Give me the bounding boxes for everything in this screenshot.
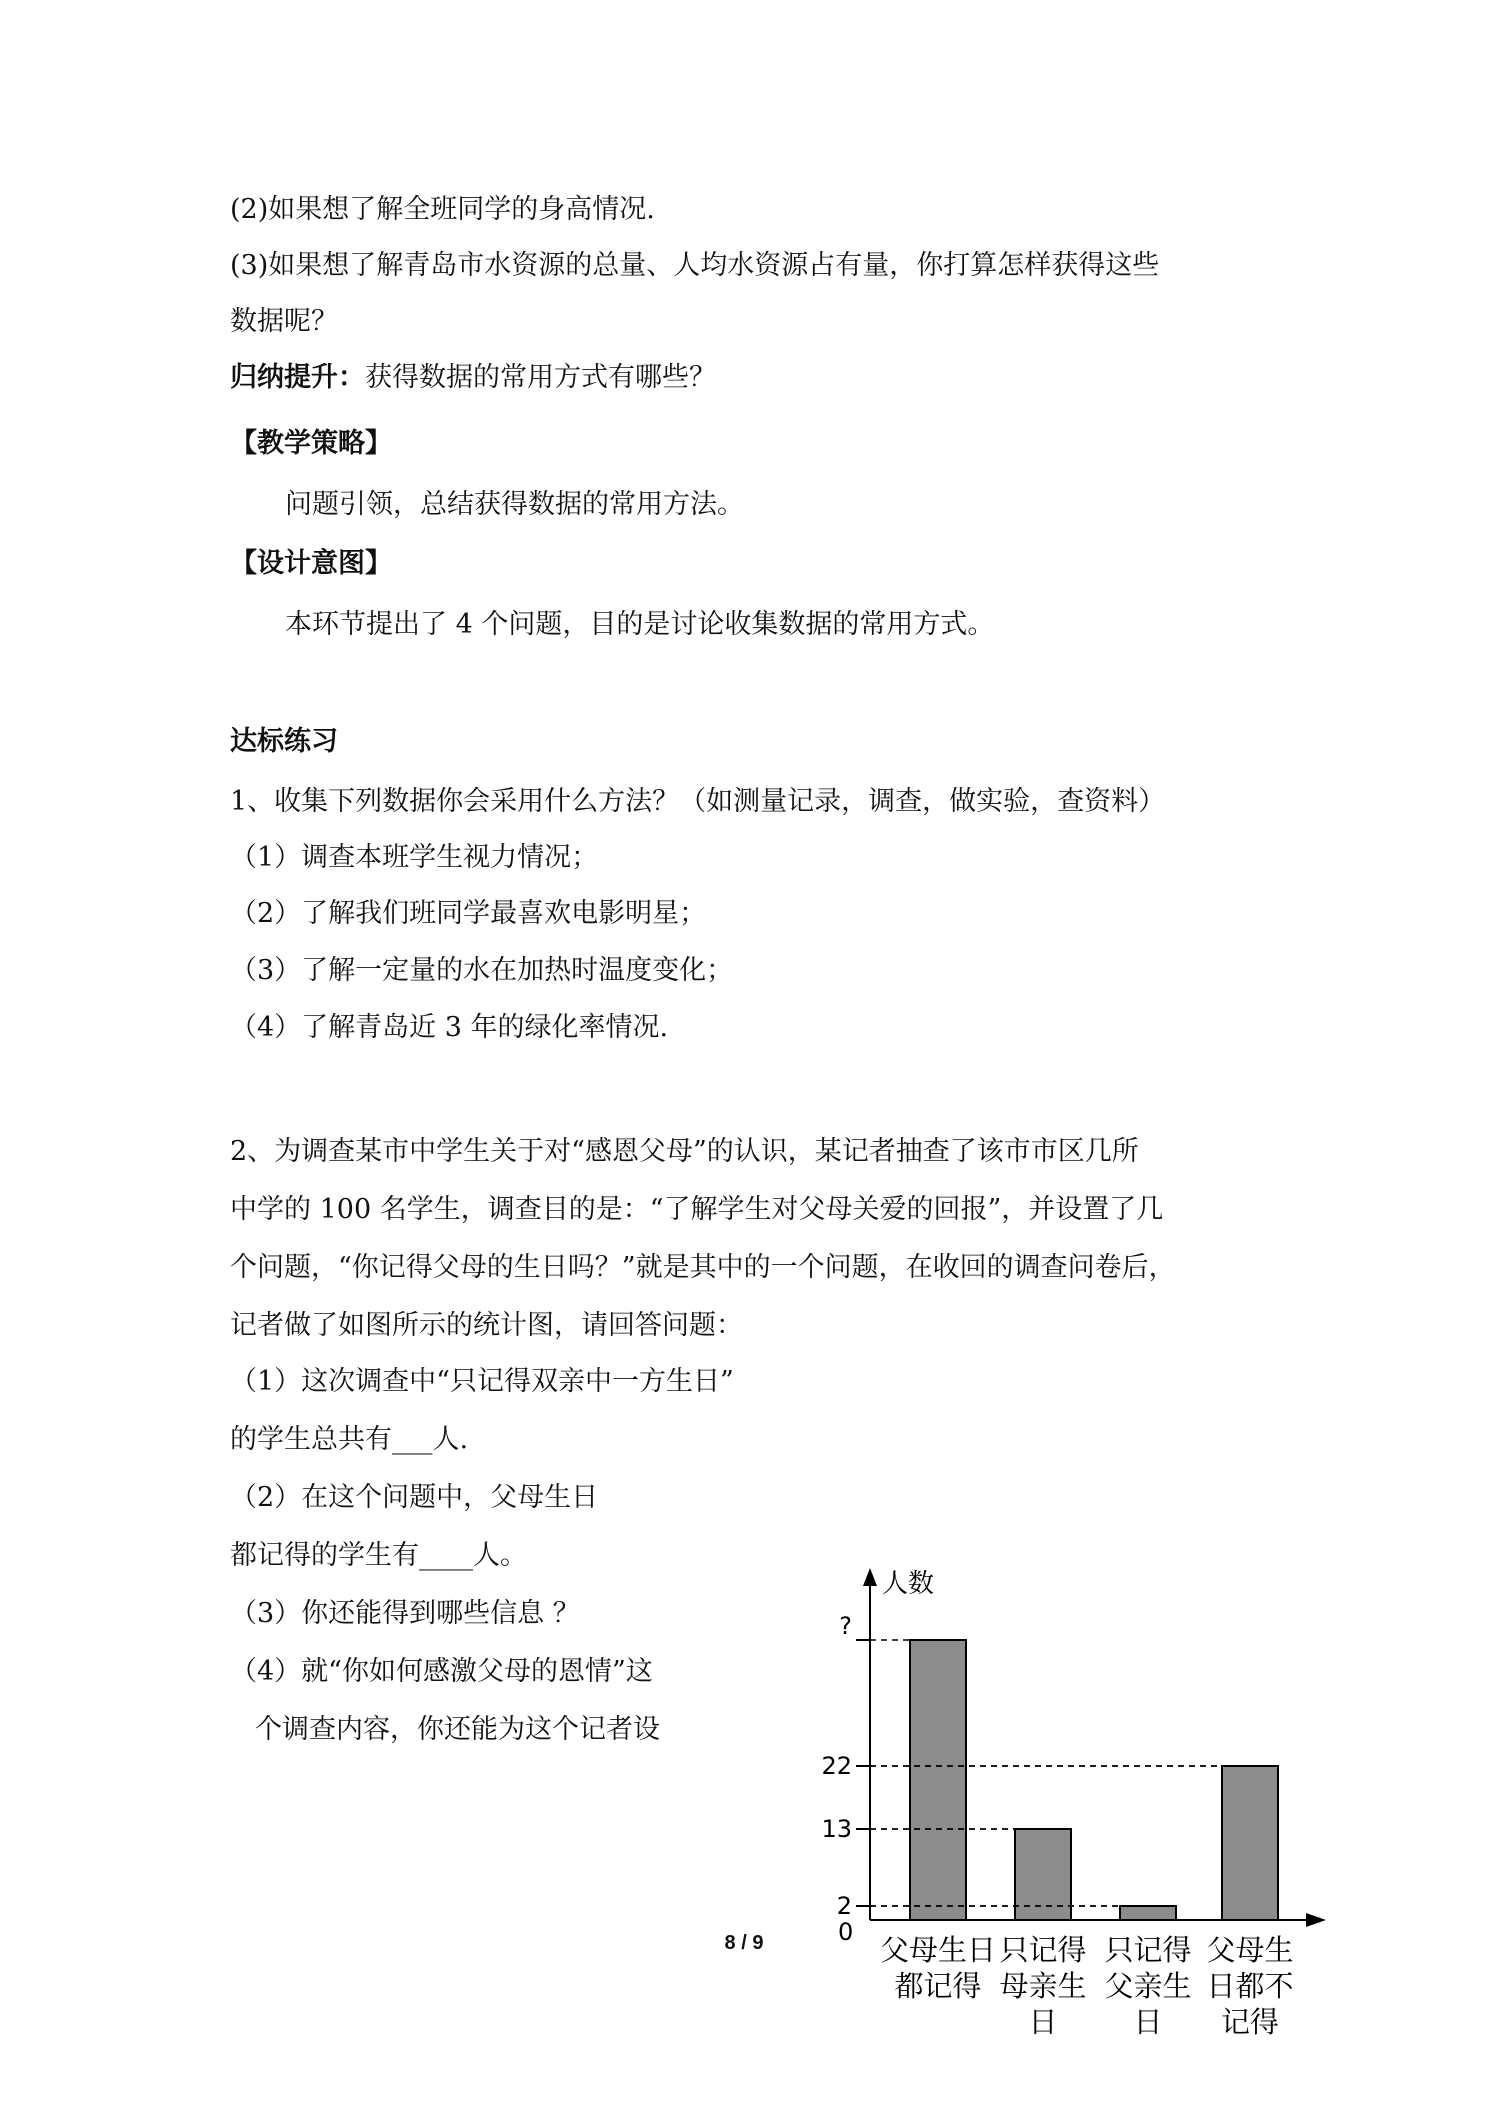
text-line: (2)如果想了解全班同学的身高情况. — [230, 194, 655, 225]
text-line: （2）在这个问题中，父母生日 — [230, 1482, 599, 1513]
text-line: 数据呢？ — [230, 306, 338, 337]
bar-chart — [810, 1560, 1350, 2080]
x-axis-arrow — [1306, 1913, 1326, 1927]
text-line: （2）了解我们班同学最喜欢电影明星； — [230, 898, 707, 929]
summary-text: 获得数据的常用方式有哪些？ — [365, 362, 716, 393]
category-label: 母亲生 — [999, 1969, 1087, 2003]
text-line: （4）了解青岛近 3 年的绿化率情况. — [230, 1012, 669, 1043]
text-line: 问题引领，总结获得数据的常用方法。 — [285, 489, 744, 520]
origin-label: 0 — [838, 1918, 854, 1946]
bar — [1222, 1766, 1278, 1920]
y-tick-label: 13 — [821, 1815, 852, 1843]
text-line: 的学生总共有___人. — [230, 1424, 469, 1455]
text-line: (3)如果想了解青岛市水资源的总量、人均水资源占有量，你打算怎样获得这些 — [230, 250, 1160, 281]
category-label: 父母生 — [1206, 1933, 1294, 1967]
text-line: 个调查内容，你还能为这个记者设 — [255, 1714, 660, 1745]
text-line: （3）了解一定量的水在加热时温度变化； — [230, 955, 734, 986]
category-label: 日 — [1133, 2005, 1163, 2039]
text-line: （3）你还能得到哪些信息 ？ — [230, 1598, 580, 1629]
summary-line — [230, 358, 716, 398]
text-line: 1、收集下列数据你会采用什么方法？（如测量记录，调查，做实验，查资料） — [230, 786, 1166, 817]
bar — [910, 1640, 966, 1920]
section-heading: 【教学策略】 — [230, 428, 392, 459]
bar — [1120, 1906, 1176, 1920]
y-axis-label: 人数 — [882, 1569, 935, 1599]
category-label: 只记得 — [999, 1933, 1087, 1967]
category-label: 记得 — [1220, 2005, 1280, 2039]
section-heading: 【设计意图】 — [230, 548, 392, 579]
text-line: （1）这次调查中“只记得双亲中一方生日” — [230, 1366, 734, 1397]
text-line: （1）调查本班学生视力情况； — [230, 842, 599, 873]
category-label: 日都不 — [1206, 1969, 1294, 2003]
category-label: 父亲生 — [1104, 1969, 1192, 2003]
text-line: 2、为调查某市中学生关于对“感恩父母”的认识，某记者抽查了该市市区几所 — [230, 1136, 1139, 1167]
category-label: 日 — [1028, 2005, 1058, 2039]
text-line: 都记得的学生有____人。 — [230, 1540, 527, 1571]
y-axis-arrow — [863, 1568, 877, 1586]
text-line: 记者做了如图所示的统计图，请回答问题： — [230, 1310, 743, 1341]
section-heading: 达标练习 — [230, 726, 338, 757]
text-line: 个问题，“你记得父母的生日吗？”就是其中的一个问题，在收回的调查问卷后， — [230, 1252, 1176, 1283]
y-tick-label: 22 — [821, 1752, 852, 1780]
text-line: 中学的 100 名学生，调查目的是：“了解学生对父母关爱的回报”，并设置了几 — [230, 1194, 1164, 1225]
category-label: 都记得 — [894, 1969, 982, 2003]
y-tick-label: 2 — [836, 1892, 852, 1920]
summary-label: 归纳提升： — [230, 362, 365, 393]
category-label: 父母生日 — [879, 1933, 997, 1967]
text-line: 本环节提出了 4 个问题，目的是讨论收集数据的常用方式。 — [285, 609, 995, 640]
page-number: 8 / 9 — [724, 1932, 764, 1954]
category-label: 只记得 — [1104, 1933, 1192, 1967]
text-line: （4）就“你如何感激父母的恩情”这 — [230, 1656, 653, 1687]
y-tick-label: ? — [839, 1612, 852, 1640]
